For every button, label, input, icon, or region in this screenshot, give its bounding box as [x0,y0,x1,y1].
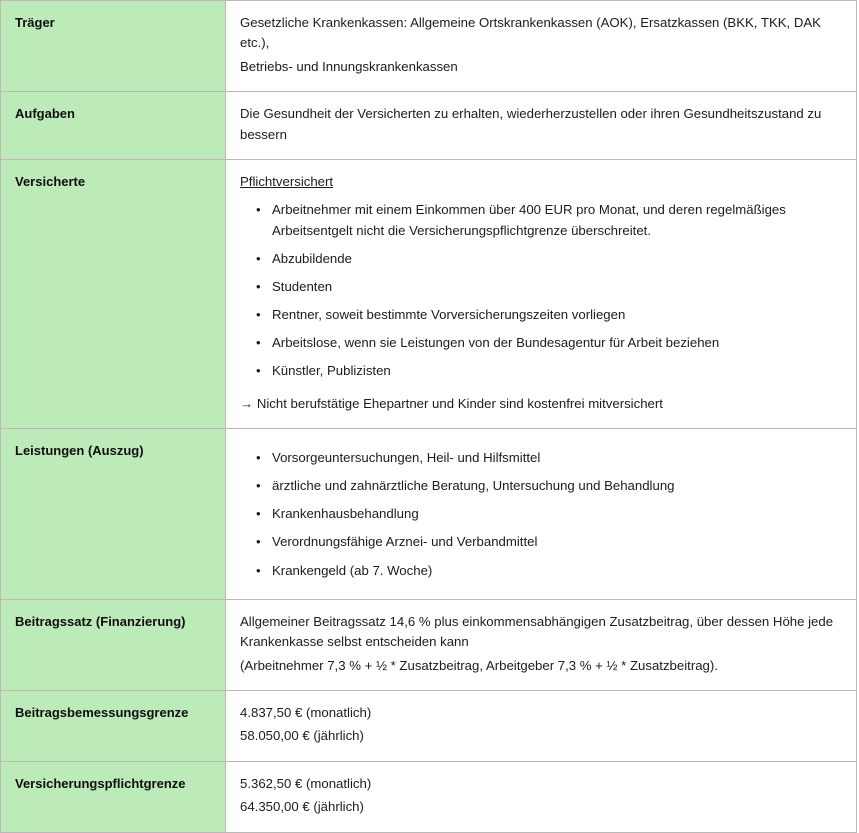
paragraph: Die Gesundheit der Versicherten zu erhalten, wiederherzustellen oder ihren Gesundheitszustand zu bessern [240,106,822,142]
paragraph: Gesetzliche Krankenkassen: Allgemeine Ortskrankenkassen (AOK), Ersatzkassen (BKK, TKK, DAK etc.), [240,15,821,51]
paragraph: Allgemeiner Beitragssatz 14,6 % plus einkommensabhängigen Zusatzbeitrag, über dessen Höhe jede Krankenkasse selbst entscheiden kann [240,613,834,650]
paragraph: Betriebs- und Innungskrankenkassen [240,58,458,74]
table-row [1,599,857,690]
row-label-versicherte: Versicherte [1,160,226,429]
bullet-list-versicherte [240,199,844,382]
list-item: • Studenten [270,276,844,297]
row-value-versicherungspflichtgrenze [226,761,857,832]
table-row [1,92,857,160]
row-label-aufgaben: Aufgaben [1,92,226,160]
row-label-leistungen: Leistungen (Auszug) [1,429,226,600]
list-item: • Rentner, soweit bestimmte Vorversicherungszeiten vorliegen [270,304,844,325]
row-value-versicherte [226,160,857,429]
paragraph: 58.050,00 € (jährlich) [240,728,364,744]
table-row [1,429,857,600]
row-value-beitragssatz [226,599,857,690]
bullet-list-leistungen [240,447,844,581]
row-label-beitragsbemessungsgrenze: Beitragsbemessungsgrenze [1,691,226,762]
paragraph: 64.350,00 € (jährlich) [240,799,364,815]
list-item: • Vorsorgeuntersuchungen, Heil- und Hilfsmittel [270,447,844,468]
subheading-pflichtversichert: Pflichtversichert [240,174,334,190]
row-value-traeger [226,1,857,92]
table-row [1,160,857,429]
row-value-beitragsbemessungsgrenze [226,691,857,762]
list-item: • ärztliche und zahnärztliche Beratung, Untersuchung und Behandlung [270,475,844,496]
list-item: • Arbeitnehmer mit einem Einkommen über 400 EUR pro Monat, und deren regelmäßiges Arbeitsentgelt nicht die Versicherungspflichtgrenze überschreitet. [270,199,844,241]
row-label-beitragssatz: Beitragssatz (Finanzierung) [1,599,226,690]
table-row [1,761,857,832]
list-item: • Krankenhausbehandlung [270,503,844,524]
row-label-versicherungspflichtgrenze: Versicherungspflichtgrenze [1,761,226,832]
row-value-aufgaben [226,92,857,160]
paragraph: 5.362,50 € (monatlich) [240,775,372,791]
list-item: • Arbeitslose, wenn sie Leistungen von der Bundesagentur für Arbeit beziehen [270,332,844,353]
list-item: • Künstler, Publizisten [270,360,844,381]
table-row [1,1,857,92]
list-item: • Krankengeld (ab 7. Woche) [270,560,844,581]
list-item: • Abzubildende [270,248,844,269]
paragraph: (Arbeitnehmer 7,3 % + ½ * Zusatzbeitrag, Arbeitgeber 7,3 % + ½ * Zusatzbeitrag). [240,657,718,673]
row-label-traeger: Träger [1,1,226,92]
row-value-leistungen [226,429,857,600]
table-row [1,691,857,762]
paragraph: 4.837,50 € (monatlich) [240,705,372,721]
list-item: • Verordnungsfähige Arznei- und Verbandmittel [270,531,844,552]
note-mitversichert: → Nicht berufstätige Ehepartner und Kinder sind kostenfrei mitversichert [240,395,663,411]
